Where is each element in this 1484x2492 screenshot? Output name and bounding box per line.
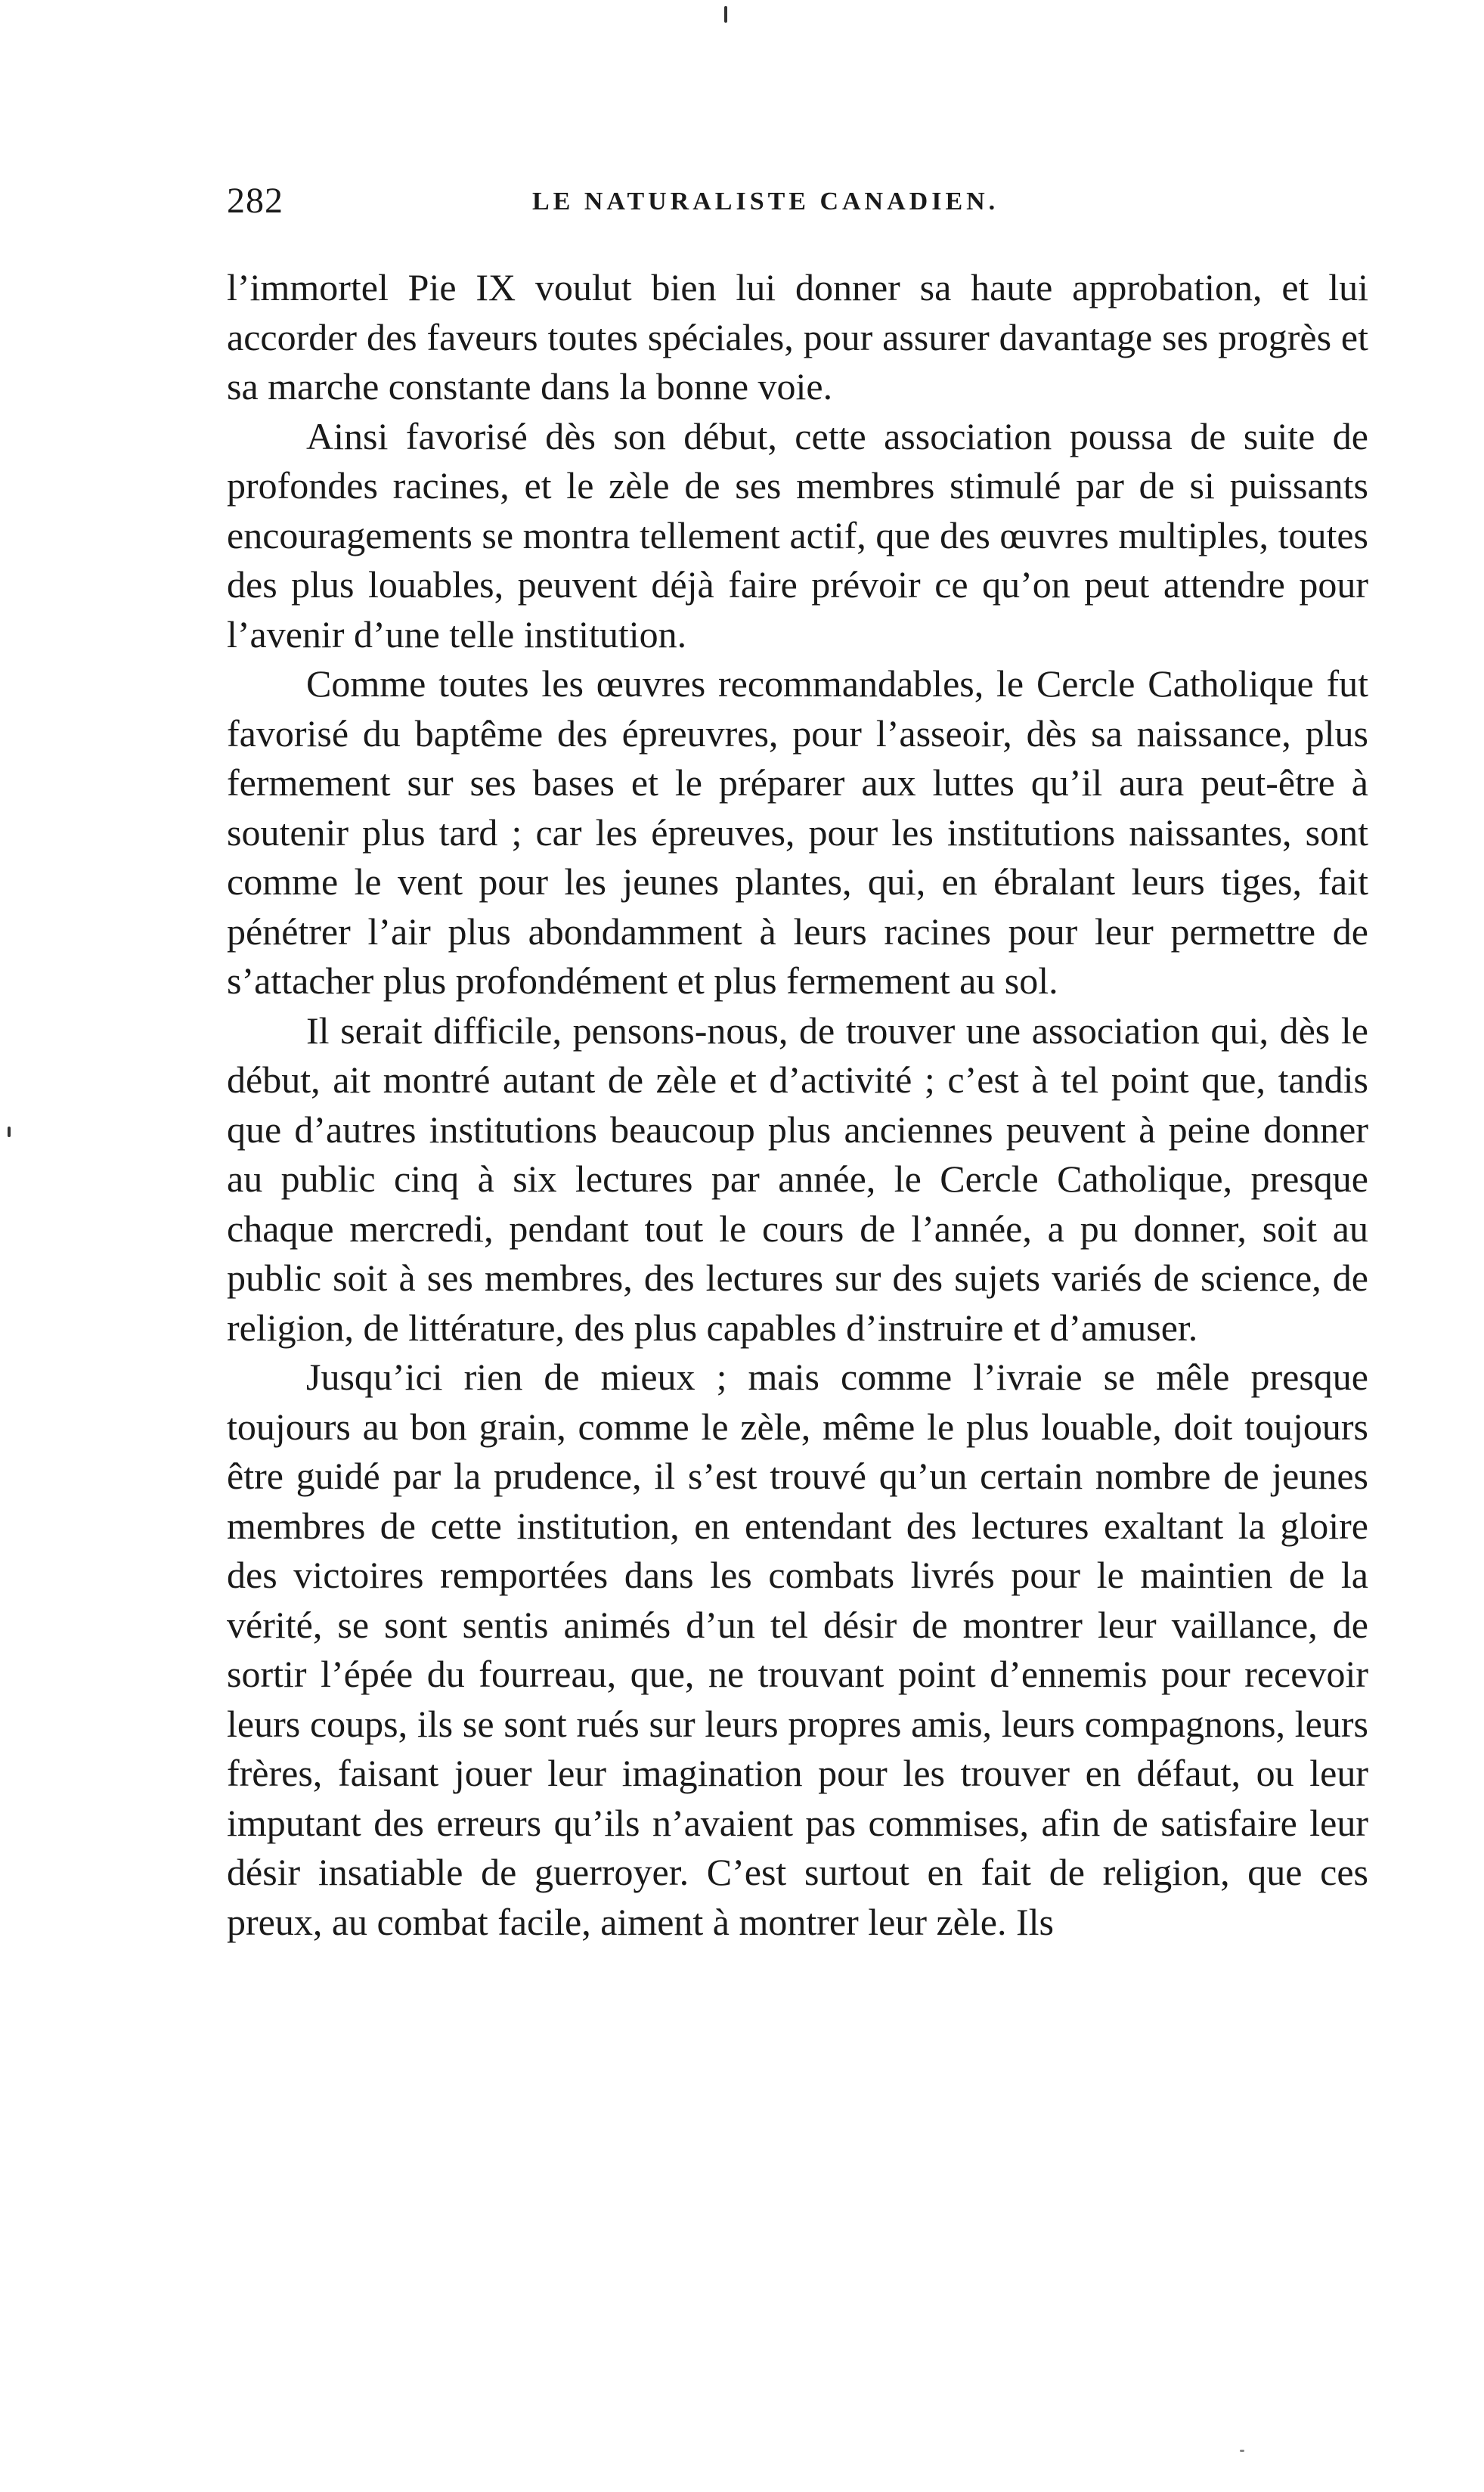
paragraph: Jusqu’ici rien de mieux ; mais comme l’ivraie se mêle presque toujours au bon grain, comme le zèle, même le plus louable, doit toujours être guidé par la prudence, il s’est trouvé qu’un certain nombre de jeunes membres de cette institution, en entendant des lectures exaltant la gloire des victoires remportées dans les combats livrés pour le maintien de la vérité, se sont sentis animés d’un tel désir de montrer leur vaillance, de sortir l’épée du fourreau, que, ne trouvant point d’ennemis pour recevoir leurs coups, ils se sont rués sur leurs propres amis, leurs compagnons, leurs frères, faisant jouer leur imagination pour les trouver en défaut, ou leur imputant des erreurs qu’ils n’avaient pas commises, afin de satisfaire leur désir insatiable de guerroyer. C’est surtout en fait de religion, que ces preux, au combat facile, aiment à montrer leur zèle. Ils	[227, 1356, 1368, 1943]
page-number: 282	[227, 181, 283, 221]
scan-speck	[1240, 2450, 1244, 2452]
paragraph: l’immortel Pie IX voulut bien lui donner sa haute approbation, et lui accorder des faveurs toutes spéciales, pour assurer davantage ses progrès et sa marche constante dans la bonne voie.	[227, 266, 1368, 408]
scan-speck	[724, 6, 727, 23]
page-header	[227, 180, 1376, 233]
paragraph: Comme toutes les œuvres recommandables, le Cercle Catholique fut favorisé du baptême des épreuvres, pour l’asseoir, dès sa naissance, plus fermement sur ses bases et le préparer aux luttes qu’il aura peut-être à soutenir plus tard ; car les épreuves, pour les institutions naissantes, sont comme le vent pour les jeunes plantes, qui, en ébralant leurs tiges, fait pénétrer l’air plus abondamment à leurs racines pour leur permettre de s’attacher plus profondément et plus fermement au sol.	[227, 662, 1368, 1002]
body-text	[227, 263, 1368, 1947]
scan-speck	[8, 1127, 11, 1137]
paragraph: Il serait difficile, pensons-nous, de trouver une association qui, dès le début, ait montré autant de zèle et d’activité ; c’est à tel point que, tandis que d’autres institutions beaucoup plus anciennes peuvent à peine donner au public cinq à six lectures par année, le Cercle Catholique, presque chaque mercredi, pendant tout le cours de l’année, a pu donner, soit au public soit à ses membres, des lectures sur des sujets variés de science, de religion, de littérature, des plus capables d’instruire et d’amuser.	[227, 1009, 1368, 1349]
paragraph: Ainsi favorisé dès son début, cette association poussa de suite de profondes racines, et le zèle de ses membres stimulé par de si puissants encouragements se montra tellement actif, que des œuvres multiples, toutes des plus louables, peuvent déjà faire prévoir ce qu’on peut attendre pour l’avenir d’une telle institution.	[227, 414, 1368, 656]
running-head: LE NATURALISTE CANADIEN.	[532, 188, 999, 215]
